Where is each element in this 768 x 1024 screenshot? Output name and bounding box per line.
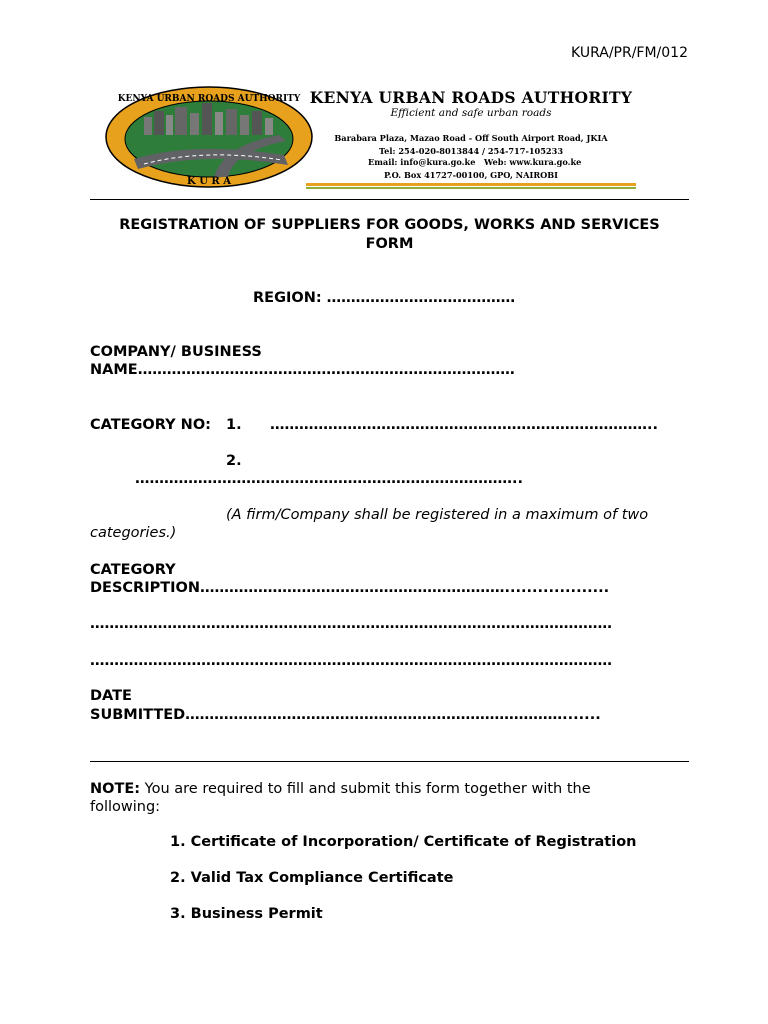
category-note-line2: categories.) bbox=[90, 525, 177, 541]
description-field-line3[interactable]: ……………………………………………………………………………………………… bbox=[90, 653, 612, 669]
company-label: COMPANY/ BUSINESS bbox=[90, 344, 262, 360]
form-title bbox=[90, 216, 689, 254]
org-name: KENYA URBAN ROADS AUTHORITY bbox=[309, 88, 633, 107]
kura-logo bbox=[104, 85, 314, 189]
description-label: CATEGORY bbox=[90, 562, 176, 578]
letterhead-green-bar bbox=[306, 187, 636, 189]
note-line1 bbox=[90, 780, 591, 798]
note-label: NOTE: bbox=[90, 781, 141, 797]
org-website: Web: www.kura.go.ke bbox=[484, 157, 582, 167]
org-email: Email: info@kura.go.ke bbox=[368, 157, 476, 167]
category-2-field[interactable]: …………………………………………………………………….. bbox=[135, 471, 524, 487]
description-field-line2[interactable]: ……………………………………………………………………………………………… bbox=[90, 616, 612, 632]
requirement-item: 2. Valid Tax Compliance Certificate bbox=[170, 870, 454, 886]
date-label: DATE bbox=[90, 688, 132, 704]
form-divider bbox=[90, 761, 689, 762]
date-submitted-field[interactable]: SUBMITTED……………………………………………………………………....... bbox=[90, 707, 601, 723]
form-title-line1: REGISTRATION OF SUPPLIERS FOR GOODS, WORKS AND SERVICES bbox=[119, 217, 660, 233]
letterhead-orange-bar bbox=[306, 183, 636, 186]
category-2-number: 2. bbox=[226, 453, 242, 469]
requirement-item: 1. Certificate of Incorporation/ Certificate of Registration bbox=[170, 834, 637, 850]
org-telephone: Tel: 254-020-8013844 / 254-717-105233 bbox=[378, 146, 564, 156]
region-field[interactable]: REGION: ………………………………… bbox=[253, 290, 516, 306]
category-1-field[interactable]: …………………………………………………………………….. bbox=[270, 417, 659, 433]
company-name-field[interactable]: NAME…………………………………………………………………… bbox=[90, 362, 515, 378]
form-title-line2: FORM bbox=[365, 236, 414, 252]
note-text: You are required to fill and submit this form together with the bbox=[140, 781, 591, 797]
description-field-line1[interactable]: DESCRIPTION………………………………………………………................... bbox=[90, 580, 610, 596]
category-1-number: 1. bbox=[226, 417, 242, 433]
logo-bottom-text: K U R A bbox=[187, 176, 231, 187]
note-line2: following: bbox=[90, 799, 161, 815]
requirement-item: 3. Business Permit bbox=[170, 906, 323, 922]
logo-arc-text: KENYA URBAN ROADS AUTHORITY bbox=[117, 94, 301, 104]
category-note-line1: (A firm/Company shall be registered in a maximum of two bbox=[226, 507, 649, 523]
org-tagline: Efficient and safe urban roads bbox=[390, 107, 552, 119]
org-po-box: P.O. Box 41727-00100, GPO, NAIROBI bbox=[383, 170, 559, 180]
category-no-label: CATEGORY NO: bbox=[90, 417, 211, 433]
letterhead-divider bbox=[90, 199, 689, 200]
org-address: Barabara Plaza, Mazao Road - Off South Airport Road, JKIA bbox=[334, 133, 608, 143]
document-reference: KURA/PR/FM/012 bbox=[571, 45, 688, 61]
